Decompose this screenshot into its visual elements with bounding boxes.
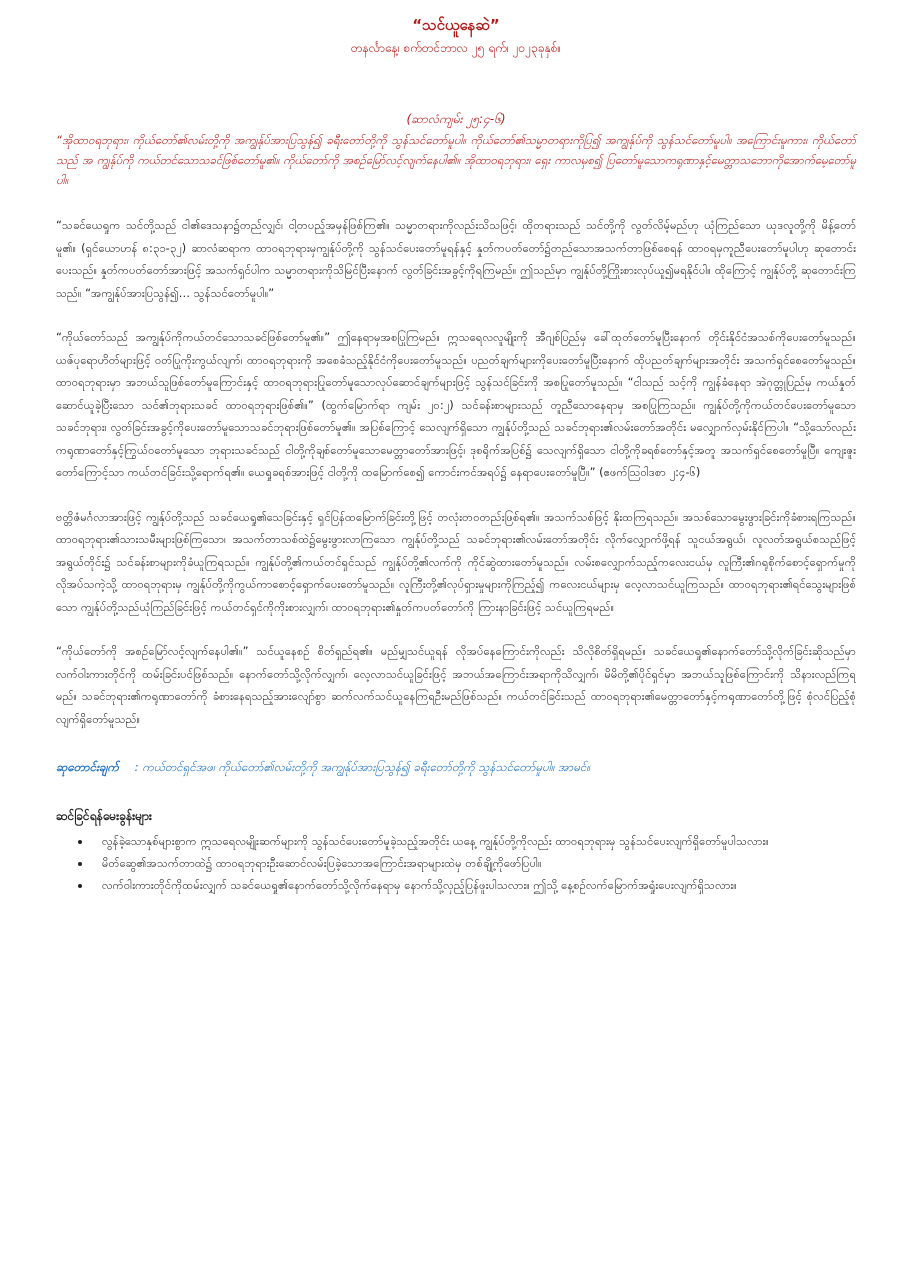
- scripture-reference: (ဆာလံကျမ်း ၂၅:၄-၆): [406, 112, 506, 126]
- devotional-page: [56, 14, 856, 896]
- page-date: တနင်္လာနေ့၊ စက်တင်ဘာလ ၂၅ ရက်၊ ၂၀၂၃ခုနှစ်။: [350, 41, 562, 55]
- prayer-text: : ကယ်တင်ရှင်အဖ၊ ကိုယ်တော်၏လမ်းတို့ကို အကျွန်ုပ်အားပြသွန်၍ ခရီးတော်တို့ကို သွန်သင်တော်မူပါ။ အာမင်။: [134, 760, 590, 774]
- questions-list: [56, 830, 856, 896]
- body-paragraph-4: “ကိုယ်တော်ကို အစဉ်မြော်လင့်လျက်နေပါ၏။” သင်ယူနေစဉ် စိတ်ရှည်ရ၏။ မည်မျှသင်ယူရန် လိုအပ်နေကြောင်းကိုလည်း သိလိုစိတ်ရှိရမည်။ သခင်ယေရှု၏နောက်တော်သို့လိုက်ခြင်းဆိုသည်မှာ လက်ဝါးကားတိုင်ကို ထမ်းခြင်းပင်ဖြစ်သည်။ နောက်တော်သို့လိုက်လျှက်၊ လေ့လာသင်ယူခြင်းဖြင့် အဘယ်အကြောင်းအရာကိုသိလျှက်၊ မိမိတို့၏ပိုင်ရှင်မှာ အဘယ်သူဖြစ်ကြောင်းကို သိနားလည်ကြရမည်။ သခင်ဘုရား၏ကရုဏာတော်ကို ခံစားနေရသည့်အားလျော်စွာ ဆက်လက်သင်ယူနေကြရဦးမည်ဖြစ်သည်။ ကယ်တင်ခြင်းသည် ထာဝရဘုရား၏မေတ္တာတော်နှင့်ကရုဏာတော်တို့ဖြင့် စုံလင်ပြည့်စုံလျက်ရှိတော်မူသည်။: [56, 644, 856, 726]
- list-item: • လွန်ခဲ့သောနှစ်များစွာက ဣသရေလမျိုးဆက်များကို သွန်သင်ပေးတော်မူခဲ့သည့်အတိုင်း ယနေ့ ကျွန်ုပ်တို့ကိုလည်း ထာဝရဘုရားမှ သွန်သင်ပေးလျက်ရှိတော်မူပါသလား။: [92, 830, 856, 852]
- body-paragraph-1: “သခင်ယေရှုက သင်တို့သည် ငါ၏ဒေသနာ၌တည်လျှင်၊ ငါ့တပည့်အမှန်ဖြစ်ကြ၏။ သမ္မာတရားကိုလည်းသိသဖြင့်၊ ထိုတရားသည် သင်တို့ကို လွတ်လိမ့်မည်ဟု ယုံကြည်သော ယုဒလူတို့ကို မိန့်တော်မူ၏။ (ရှင်ယောဟန် ၈:၃၁-၃၂) ဆာလံဆရာက ထာဝရဘုရားမှကျွန်ုပ်တို့ကို သွန်သင်ပေးတော်မူရန်နှင့် နှုတ်ကပတ်တော်၌တည်သောအသက်တာဖြစ်စေရန် ထာဝရမှကူညီပေးတော်မူပါဟု ဆုတောင်းပေးသည်။ နှုတ်ကပတ်တော်အားဖြင့် အသက်ရှင်ပါက သမ္မာတရားကိုသိမြင်ပြီးနောက် လွတ်ခြင်းအခွင့်ကိုရကြမည်။ ဤသည်မှာ ကျွန်ုပ်တို့ကြိုးစားလုပ်ယူ၍မရနိုင်ပါ။ ထိုကြောင့် ကျွန်ုပ်တို့ ဆုတောင်းကြသည်။ “အကျွန်ုပ်အားပြသွန်၍… သွန်သင်တော်မူပါ။”: [56, 218, 856, 300]
- prayer: [56, 756, 856, 778]
- page-title: “သင်ယူနေဆဲ”: [412, 16, 500, 34]
- body-paragraph-3: ဗတ္တိဇံမင်္ဂလာအားဖြင့် ကျွန်ုပ်တို့သည် သခင်ယေရှု၏သေခြင်းနှင့် ရှင်ပြန်ထမြောက်ခြင်းတို့ဖြင့် တလုံးတဝတည်းဖြစ်ရ၏။ အသက်သစ်ဖြင့် နိုးထကြရသည်။ အသစ်သောမွေးဖွားခြင်းကိုခံစားရကြသည်။ ထာဝရဘုရား၏သားသမီးများဖြစ်ကြသော၊ အသက်တာသစ်ထဲ၌မွေးဖွားလာကြသော ကျွန်ုပ်တို့သည် သခင်ဘုရား၏လမ်းတော်အတိုင်း လိုက်လျှောက်ဖို့ရန် သူငယ်အရွယ်၊ လူလတ်အရွယ်စသည်ဖြင့် အရွယ်တိုင်း၌ သင်ခန်းစာများကိုခံယူကြရသည်။ ကျွန်ုပ်တို့၏ကယ်တင်ရှင်သည် ကျွန်ုပ်တို့၏လက်ကို ကိုင်ဆွဲထားတော်မူသည်။ လမ်းစလျှောက်သည့်ကလေးငယ်မှ လူကြီး၏ဂရုစိုက်စောင့်ရှောက်မှုကို လိုအပ်သကဲ့သို့ ထာဝရဘုရားမှ ကျွန်ုပ်တို့ကိုကွယ်ကာစောင့်ရှောက်ပေးတော်မူသည်။ လူကြီးတို့၏လုပ်ရှားမှုများကိုကြည့်၍ ကလေးငယ်များမှ လေ့လာသင်ယူကြသည်။ ထာဝရဘုရား၏ရင်သွေးများဖြစ်သော ကျွန်ုပ်တို့သည်ယုံကြည်ခြင်းဖြင့် ကယ်တင်ရှင်ကိုကိုးစားလျှက်၊ ထာဝရဘုရား၏နှုတ်ကပတ်တော်ကို ကြားနာခြင်းဖြင့် သင်ယူကြရမည်။: [56, 509, 856, 614]
- prayer-label: ဆုတောင်းချက်: [56, 760, 119, 774]
- list-item: • လက်ဝါးကားတိုင်ကိုထမ်းလျှက် သခင်ယေရှု၏နောက်တော်သို့လိုက်နေရာမှ နောက်သို့လှည့်ပြန်ဖူးပါသလား။ ဤသို့ နေ့စဉ်လက်မြောက်အရှုံးပေးလျက်ရှိသလား။: [92, 874, 856, 896]
- body-paragraph-2: “ကိုယ်တော်သည် အကျွန်ုပ်ကိုကယ်တင်သောသခင်ဖြစ်တော်မူ၏။” ဤနေရာမှအစပြုကြမည်။ ဣသရေလလူမျိုးကို အီဂျစ်ပြည်မှ ခေါ်ထုတ်တော်မူပြီးနောက် တိုင်းနိုင်ငံအသစ်ကိုပေးတော်မူသည်။ ယဇ်ပုရောဟိတ်များဖြင့် ဝတ်ပြုကိုးကွယ်လျက်၊ ထာဝရဘုရားကို အစေခံသည့်နိုင်ငံကိုပေးတော်မူသည်။ ပညတ်ချက်များကိုပေးတော်မူပြီးနောက် ထိုပညတ်ချက်များအတိုင်း အသက်ရှင်စေတော်မူသည်။ ထာဝရဘုရားမှာ အဘယ်သူဖြစ်တော်မူကြောင်းနှင့် ထာဝရဘုရားပြုတော်မူသောလုပ်ဆောင်ချက်များဖြင့် သွန်သင်ခြင်းကို အစပြုတော်မူသည်။ “ငါသည် သင့်ကို ကျွန်ခံနေရာ အဲဂုတ္တုပြည်မှ ကယ်နှုတ်ဆောင်ယူခဲ့ပြီးသော သင်၏ဘုရားသခင် ထာဝရဘုရားဖြစ်၏။” (ထွက်မြောက်ရာ ကျမ်း ၂၀:၂) သင်ခန်းစာများသည် တူညီသောနေရာမှ အစပြုကြသည်။ ကျွန်ုပ်တို့ကိုကယ်တင်ပေးတော်မူသော သခင်ဘုရား၊ လွတ်ခြင်းအခွင့်ကိုပေးတော်မူသောသခင်ဘုရားဖြစ်တော်မူ၏။ အပြစ်ကြောင့် သေလျက်ရှိသော ကျွန်ုပ်တို့သည် သခင်ဘုရား၏လမ်းတော်အတိုင်း မလျှောက်လှမ်းနိုင်ကြပါ။ “သို့သော်လည်း ကရုဏာတော်နှင့်ကြွယ်ဝတော်မူသော ဘုရားသခင်သည် ငါတို့ကိုချစ်တော်မူသောမေတ္တာတော်အားဖြင့်၊ ဒုစရိုက်အပြစ်၌ သေလျက်ရှိသော ငါတို့ကိုခရစ်တော်နှင့်အတူ အသက်ရှင်စေတော်မူပြီ။ ကျေးဇူးတော်ကြောင့်သာ ကယ်တင်ခြင်းသို့ရောက်ရ၏။ ယေရှုခရစ်အားဖြင့် ငါတို့ကို ထမြောက်စေ၍ ကောင်းကင်အရပ်၌ နေရာပေးတော်မူပြီ။” (ဧဖက်သြဝါဒစာ ၂:၄-၆): [56, 330, 856, 479]
- scripture-text: “အိုထာဝရဘုရား၊ ကိုယ်တော်၏လမ်းတို့ကို အကျွန်ုပ်အားပြသွန်၍ ခရီးတော်တို့ကို သွန်သင်တော်မူပါ။ ကိုယ်တော်၏သမ္မာတရားကိုပြ၍ အကျွန်ုပ်ကို သွန်သင်တော်မူပါ။ အကြောင်းမူကား၊ ကိုယ်တော်သည် အ ကျွန်ုပ်ကို ကယ်တင်သောသခင်ဖြစ်တော်မူ၏။ ကိုယ်တော်ကို အစဉ်မြော်လင့်လျက်နေပါ၏။ အိုထာဝရဘုရား၊ ရှေး ကာလမှစ၍ ပြတော်မူသောကရုဏာနှင့်မေတ္တာသဘောကိုအောက်မေ့တော်မူပါ။: [56, 133, 856, 187]
- list-item: • မိတ်ဆွေ၏အသက်တာထဲ၌ ထာဝရဘုရားဦးဆောင်လမ်းပြခဲ့သောအကြောင်းအရာများထဲမှ တစ်ချို့ကိုဖော်ပြပါ။: [92, 852, 856, 874]
- questions-heading: ဆင်ခြင်ရန်မေးခွန်းများ: [56, 809, 152, 823]
